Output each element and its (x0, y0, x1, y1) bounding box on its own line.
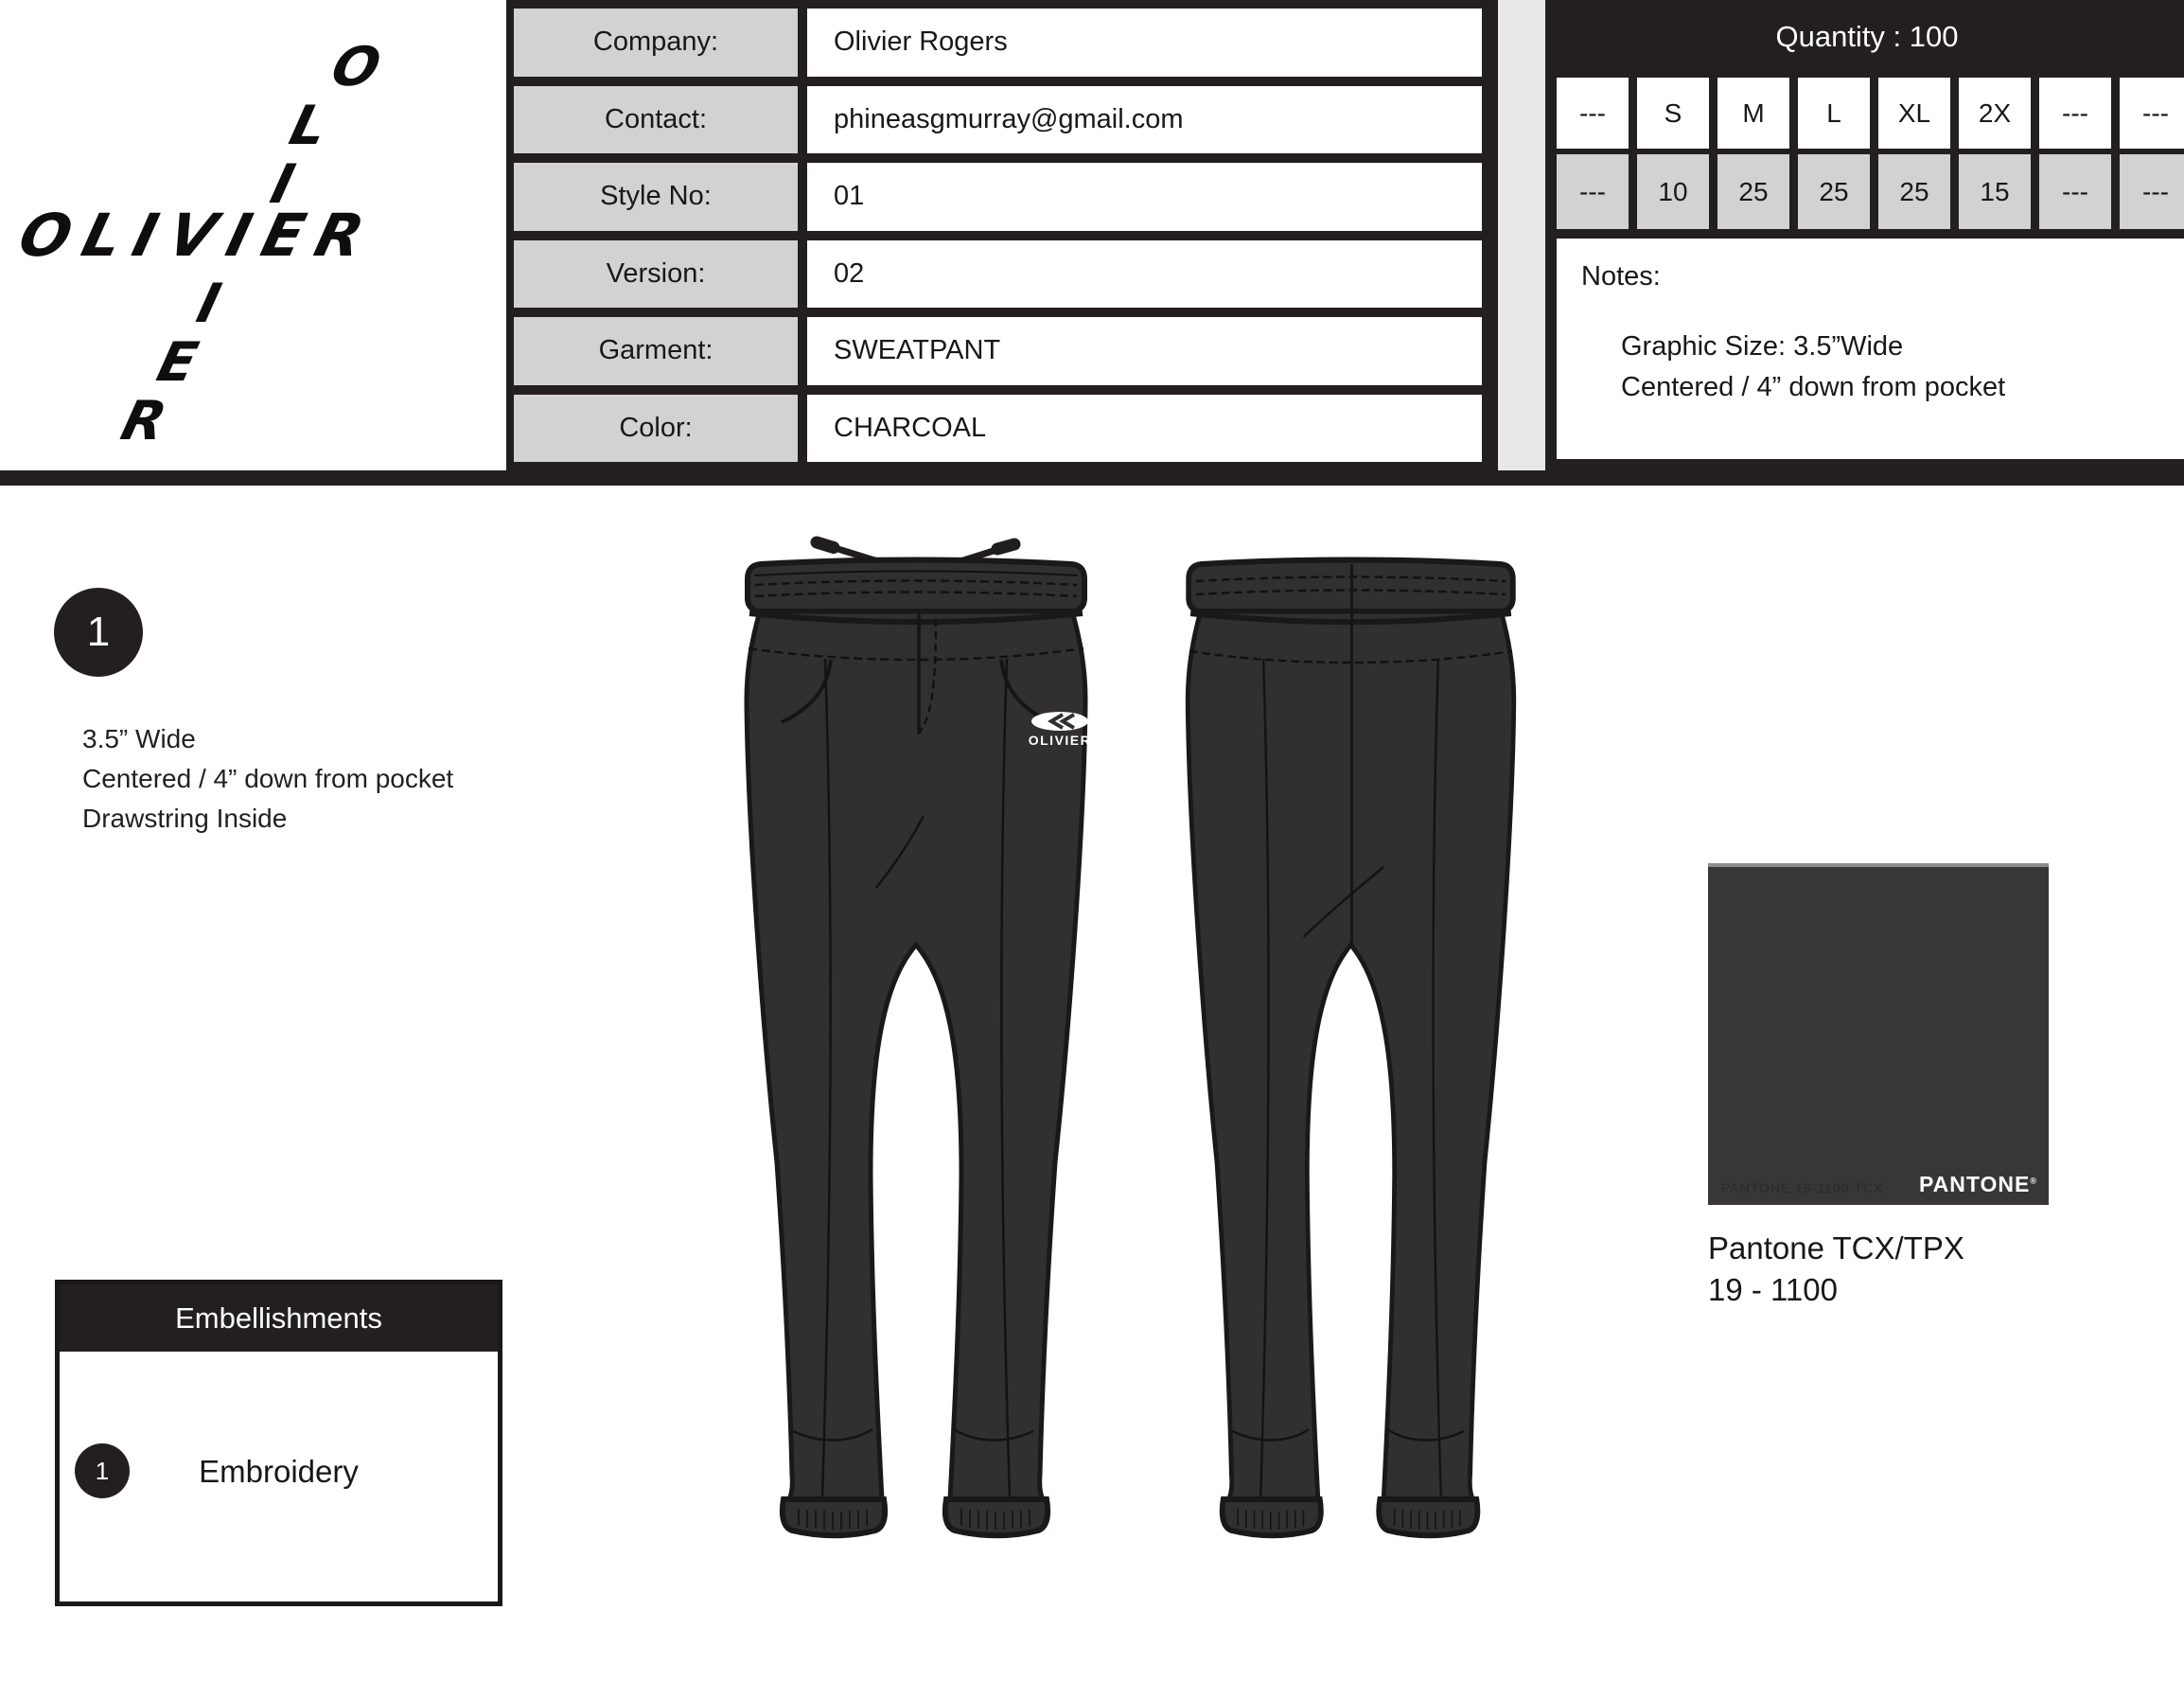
size-row (1557, 78, 2184, 149)
info-label-style-no: Style No: (514, 163, 798, 231)
info-label-color: Color: (514, 395, 798, 463)
sweatpant-back-drawing (1169, 536, 1533, 1539)
brand-logo-letter: O (325, 36, 387, 98)
quantity-cell: --- (1557, 154, 1629, 229)
pantone-swatch (1708, 863, 2049, 1205)
info-label-contact: Contact: (514, 86, 798, 154)
quantity-cell: 15 (1959, 154, 2031, 229)
embellishments-body (60, 1352, 498, 1601)
size-cell: --- (1557, 78, 1629, 149)
callout-number: 1 (86, 609, 111, 655)
waistband (748, 560, 1084, 612)
info-value-contact: phineasgmurray@gmail.com (807, 86, 1482, 154)
embellishments-header: Embellishments (60, 1284, 498, 1352)
notes-label: Notes: (1581, 261, 1661, 292)
embellishment-number: 1 (95, 1456, 110, 1485)
brand-logo-letter: L (283, 95, 334, 157)
pantone-caption-line: 19 - 1100 (1708, 1272, 1838, 1307)
quantity-table (1550, 0, 2184, 470)
callout-line: Drawstring Inside (82, 804, 288, 833)
size-cell: 2X (1959, 78, 2031, 149)
notes-box (1557, 239, 2184, 459)
info-value-color: CHARCOAL (807, 395, 1482, 463)
brand-logo (0, 0, 506, 470)
callout-line: 3.5” Wide (82, 724, 196, 753)
info-value-style-no: 01 (807, 163, 1482, 231)
quantity-cell: 25 (1717, 154, 1789, 229)
cuffs (783, 1499, 1048, 1535)
style-info-table (506, 0, 1493, 470)
size-cell: L (1798, 78, 1870, 149)
header-block (506, 0, 2184, 470)
garment-logo-text: OLIVIER (1028, 733, 1092, 748)
quantity-row (1557, 154, 2184, 229)
sweatpant-front-drawing (727, 536, 1105, 1539)
quantity-cell: --- (2120, 154, 2184, 229)
embellishments-table (55, 1280, 502, 1606)
info-label-version: Version: (514, 240, 798, 309)
info-value-company: Olivier Rogers (807, 9, 1482, 77)
info-label-garment: Garment: (514, 317, 798, 385)
info-value-version: 02 (807, 240, 1482, 309)
notes-line: Centered / 4” down from pocket (1621, 372, 2006, 402)
info-label-company: Company: (514, 9, 798, 77)
pantone-brand-logo: PANTONE® (1919, 1172, 2037, 1196)
callout-marker-1 (54, 588, 143, 677)
info-value-garment: SWEATPANT (807, 317, 1482, 385)
quantity-cell: 10 (1637, 154, 1709, 229)
size-cell: M (1717, 78, 1789, 149)
section-divider (0, 470, 2184, 486)
table-separator-strip (1498, 0, 1545, 470)
notes-line: Graphic Size: 3.5”Wide (1621, 331, 1904, 362)
brand-logo-letter: I (190, 273, 227, 335)
quantity-title: Quantity : 100 (1775, 19, 1959, 53)
quantity-cell: 25 (1798, 154, 1870, 229)
brand-logo-horizontal-word: OLIVIER (11, 201, 384, 270)
brand-logo-letter: R (114, 390, 173, 452)
pantone-caption (1708, 1228, 1964, 1311)
pantone-trademark: ® (2030, 1176, 2037, 1186)
callout-line: Centered / 4” down from pocket (82, 764, 454, 793)
pantone-caption-line: Pantone TCX/TPX (1708, 1230, 1964, 1265)
pantone-swatch-label: PANTONE 19-1100 TCX (1721, 1180, 1884, 1195)
size-cell: --- (2039, 78, 2111, 149)
cuffs (1223, 1499, 1478, 1535)
size-cell: XL (1878, 78, 1950, 149)
quantity-cell: --- (2039, 154, 2111, 229)
size-cell: S (1637, 78, 1709, 149)
callout-annotation (82, 719, 453, 839)
size-cell: --- (2120, 78, 2184, 149)
quantity-cell: 25 (1878, 154, 1950, 229)
embellishment-label: Embroidery (199, 1454, 359, 1489)
brand-logo-letter: E (150, 331, 204, 394)
brand-logo-letter: I (264, 153, 301, 216)
notes-lines (1621, 327, 2165, 408)
